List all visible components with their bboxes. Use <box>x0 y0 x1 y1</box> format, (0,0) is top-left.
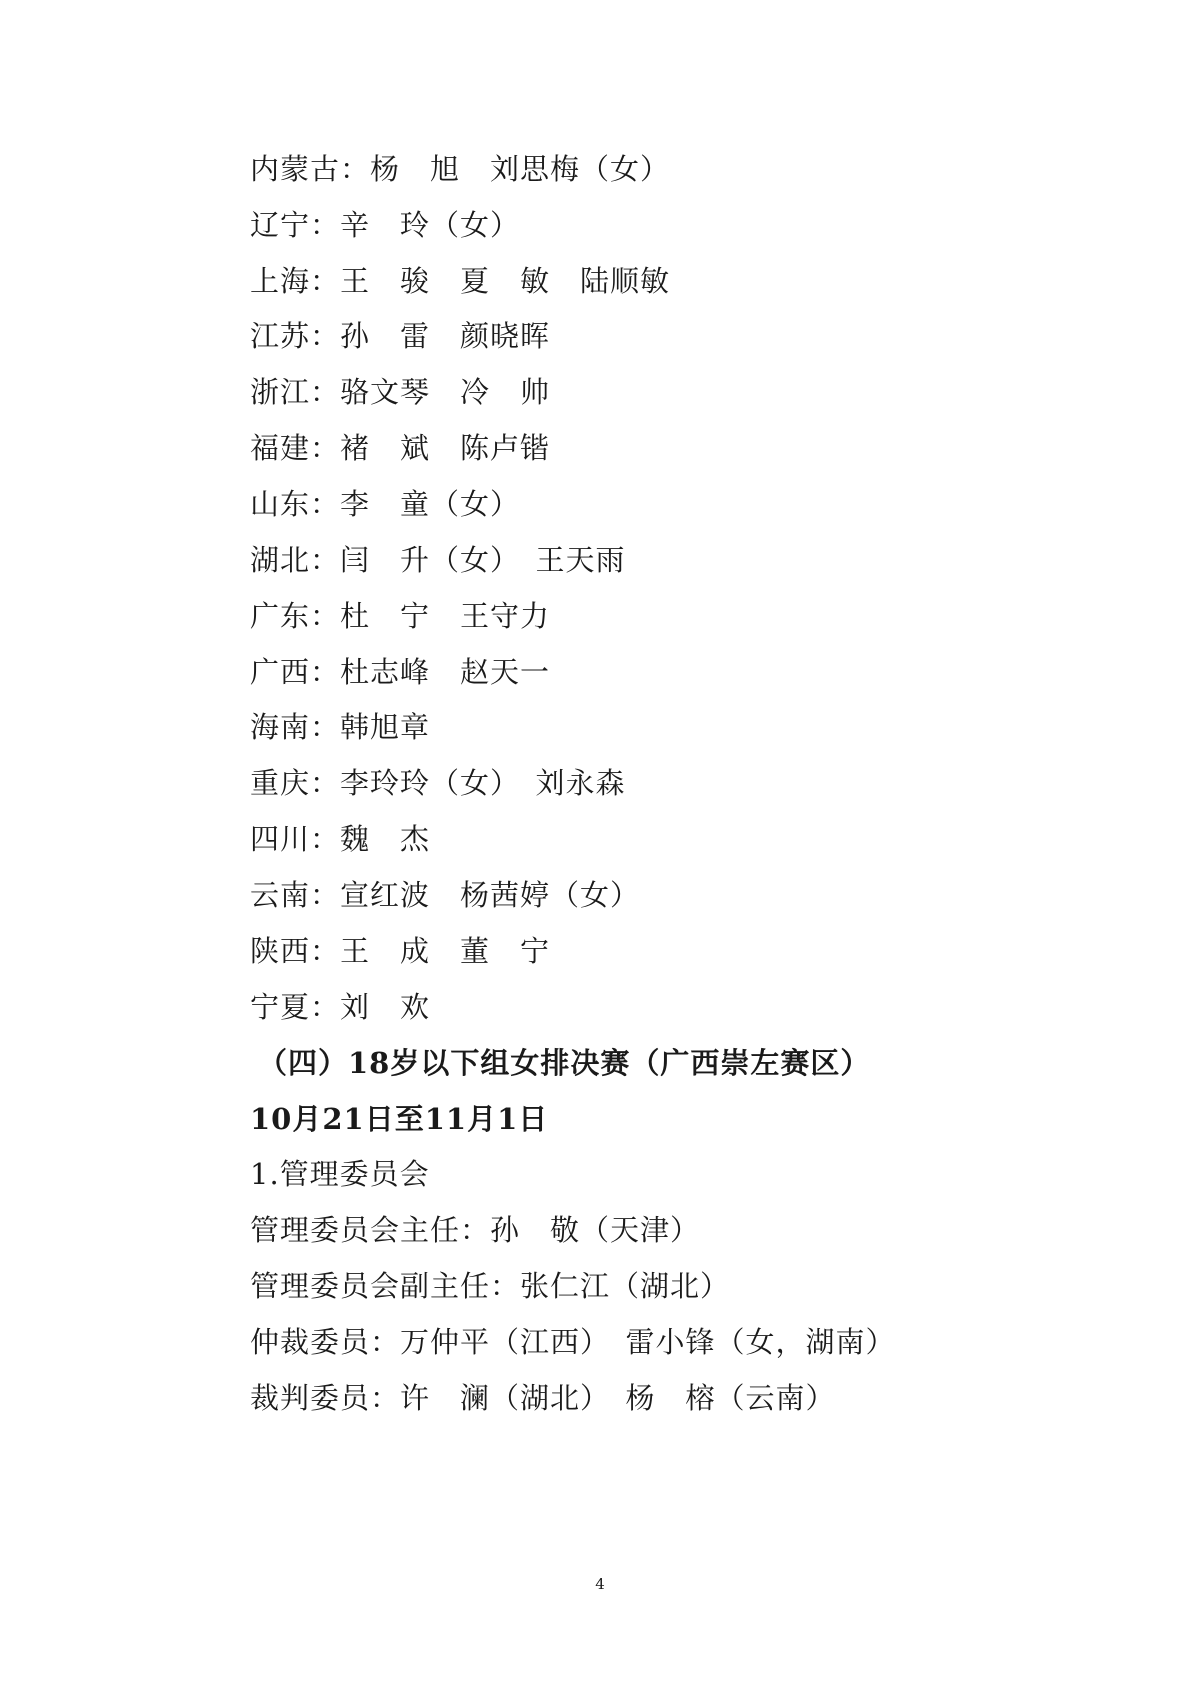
section-date: 10月21日至11月1日 <box>250 1102 549 1136</box>
subsection-title: 1.管理委员会 <box>250 1157 430 1191</box>
page-number: 4 <box>595 1575 605 1593</box>
delegate-line-zhejiang: 浙江：骆文琴 冷 帅 <box>250 375 551 409</box>
delegate-line-sichuan: 四川：魏 杰 <box>250 822 431 856</box>
delegate-line-guangdong: 广东：杜 宁 王守力 <box>250 599 551 633</box>
delegate-line-yunnan: 云南：宣红波 杨茜婷（女） <box>250 878 641 912</box>
committee-director: 管理委员会主任：孙 敬（天津） <box>250 1213 701 1247</box>
delegate-line-liaoning: 辽宁：辛 玲（女） <box>250 208 521 242</box>
delegate-line-shandong: 山东：李 童（女） <box>250 487 521 521</box>
delegate-line-shanghai: 上海：王 骏 夏 敏 陆顺敏 <box>250 264 671 298</box>
delegate-line-fujian: 福建：褚 斌 陈卢锴 <box>250 431 551 465</box>
committee-deputy-director: 管理委员会副主任：张仁江（湖北） <box>250 1269 731 1303</box>
arbitration-members: 仲裁委员：万仲平（江西） 雷小锋（女，湖南） <box>250 1325 896 1359</box>
delegate-line-ningxia: 宁夏：刘 欢 <box>250 990 431 1024</box>
delegate-line-hubei: 湖北：闫 升（女） 王天雨 <box>250 543 626 577</box>
section-heading: （四）18岁以下组女排决赛（广西崇左赛区） <box>258 1046 871 1080</box>
delegate-line-shaanxi: 陕西：王 成 董 宁 <box>250 934 551 968</box>
delegate-line-hainan: 海南：韩旭章 <box>250 710 431 744</box>
delegate-line-inner-mongolia: 内蒙古：杨 旭 刘思梅（女） <box>250 152 671 186</box>
delegate-line-jiangsu: 江苏：孙 雷 颜晓晖 <box>250 319 551 353</box>
delegate-line-chongqing: 重庆：李玲玲（女） 刘永森 <box>250 766 626 800</box>
referee-members: 裁判委员：许 澜（湖北） 杨 榕（云南） <box>250 1381 836 1415</box>
delegate-line-guangxi: 广西：杜志峰 赵天一 <box>250 655 551 689</box>
